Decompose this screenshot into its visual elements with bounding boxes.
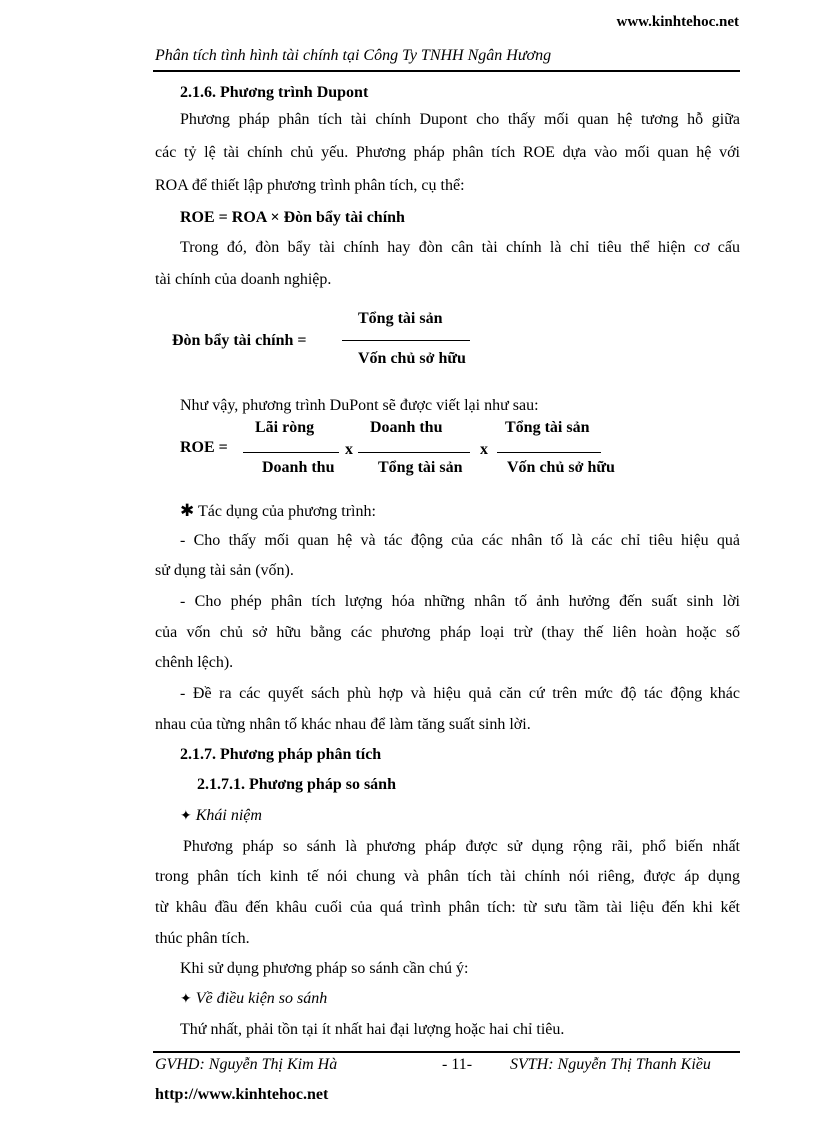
concept-heading (155, 803, 740, 829)
fraction-bar (358, 452, 470, 453)
paragraph-line: chênh lệch). (155, 654, 234, 671)
paragraph-line: thúc phân tích. (155, 930, 250, 947)
paragraph-line: trong phân tích kinh tế nói chung và phân tích tài chính nói riêng, được áp dụng (155, 868, 740, 885)
condition-label: Về điều kiện so sánh (195, 990, 328, 1007)
paragraph-line: Phương pháp so sánh là phương pháp được sử dụng rộng rãi, phổ biến nhất (183, 838, 740, 855)
paragraph-line: Như vậy, phương trình DuPont sẽ được viết lại như sau: (180, 397, 539, 414)
leverage-denominator: Vốn chủ sở hữu (358, 350, 466, 367)
footer-url-link[interactable]: http://www.kinhtehoc.net (155, 1086, 329, 1103)
times-sign: x (345, 441, 353, 458)
paragraph-line: Phương pháp phân tích tài chính Dupont cho thấy mối quan hệ tương hỗ giữa (180, 111, 740, 128)
effects-title: Tác dụng của phương trình: (197, 503, 376, 520)
dupont-f1-numerator: Lãi ròng (255, 419, 315, 436)
footer-rule (153, 1051, 740, 1053)
leverage-numerator: Tổng tài sản (358, 310, 443, 327)
paragraph-line: tài chính của doanh nghiệp. (155, 271, 332, 288)
dupont-f2-denominator: Tổng tài sản (378, 459, 463, 476)
condition-heading (155, 986, 740, 1012)
fraction-bar (243, 452, 339, 453)
paragraph-line: Trong đó, đòn bẩy tài chính hay đòn cân tài chính là chỉ tiêu thể hiện cơ cấu (180, 239, 740, 256)
section-2171-heading: 2.1.7.1. Phương pháp so sánh (197, 776, 396, 793)
paragraph-line: ROA để thiết lập phương trình phân tích, cụ thể: (155, 177, 465, 194)
paragraph-line: từ khâu đầu đến khâu cuối của quá trình phân tích: từ sưu tầm tài liệu đến khi kết (155, 899, 740, 916)
dupont-f1-denominator: Doanh thu (262, 459, 335, 476)
header-rule (153, 70, 740, 72)
section-216-heading: 2.1.6. Phương trình Dupont (180, 84, 369, 101)
dupont-f2-numerator: Doanh thu (370, 419, 443, 436)
fraction-bar (342, 340, 470, 341)
page-number: - 11- (442, 1056, 473, 1073)
formula-roe-roa: ROE = ROA × Đòn bẩy tài chính (180, 209, 405, 226)
paragraph-line: sử dụng tài sản (vốn). (155, 562, 294, 579)
paragraph-line: - Cho thấy mối quan hệ và tác động của các nhân tố là các chỉ tiêu hiệu quả (180, 532, 740, 549)
paragraph-line: Thứ nhất, phải tồn tại ít nhất hai đại lượng hoặc hai chỉ tiêu. (180, 1021, 565, 1038)
document-title: Phân tích tình hình tài chính tại Công Ty TNHH Ngân Hương (155, 47, 552, 64)
paragraph-line: các tỷ lệ tài chính chủ yếu. Phương pháp phân tích ROE dựa vào mối quan hệ với (155, 144, 740, 161)
concept-label: Khái niệm (195, 807, 262, 824)
paragraph-line: - Cho phép phân tích lượng hóa những nhân tố ảnh hưởng đến suất sinh lời (180, 593, 740, 610)
fraction-bar (497, 452, 601, 453)
paragraph-line: - Đề ra các quyết sách phù hợp và hiệu quả căn cứ trên mức độ tác động khác (180, 685, 740, 702)
paragraph-line: nhau của từng nhân tố khác nhau để làm tăng suất sinh lời. (155, 716, 531, 733)
section-217-heading: 2.1.7. Phương pháp phân tích (180, 746, 382, 763)
leverage-lhs: Đòn bẩy tài chính = (172, 332, 307, 349)
footer-student: SVTH: Nguyễn Thị Thanh Kiều (510, 1056, 711, 1073)
footer-advisor: GVHD: Nguyễn Thị Kim Hà (155, 1056, 338, 1073)
dupont-lhs: ROE = (180, 439, 228, 456)
dupont-f3-numerator: Tổng tài sản (505, 419, 590, 436)
diamond-icon: ✦ (180, 991, 192, 1007)
asterisk-icon: ✱ (180, 501, 195, 521)
paragraph-line: Khi sử dụng phương pháp so sánh cần chú ý: (180, 960, 469, 977)
diamond-icon: ✦ (180, 808, 192, 824)
paragraph-line: của vốn chủ sở hữu bằng các phương pháp loại trừ (thay thế liên hoàn hoặc số (155, 624, 740, 641)
times-sign: x (480, 441, 488, 458)
dupont-f3-denominator: Vốn chủ sở hữu (507, 459, 615, 476)
header-site[interactable]: www.kinhtehoc.net (616, 14, 739, 30)
effects-heading (155, 498, 740, 524)
